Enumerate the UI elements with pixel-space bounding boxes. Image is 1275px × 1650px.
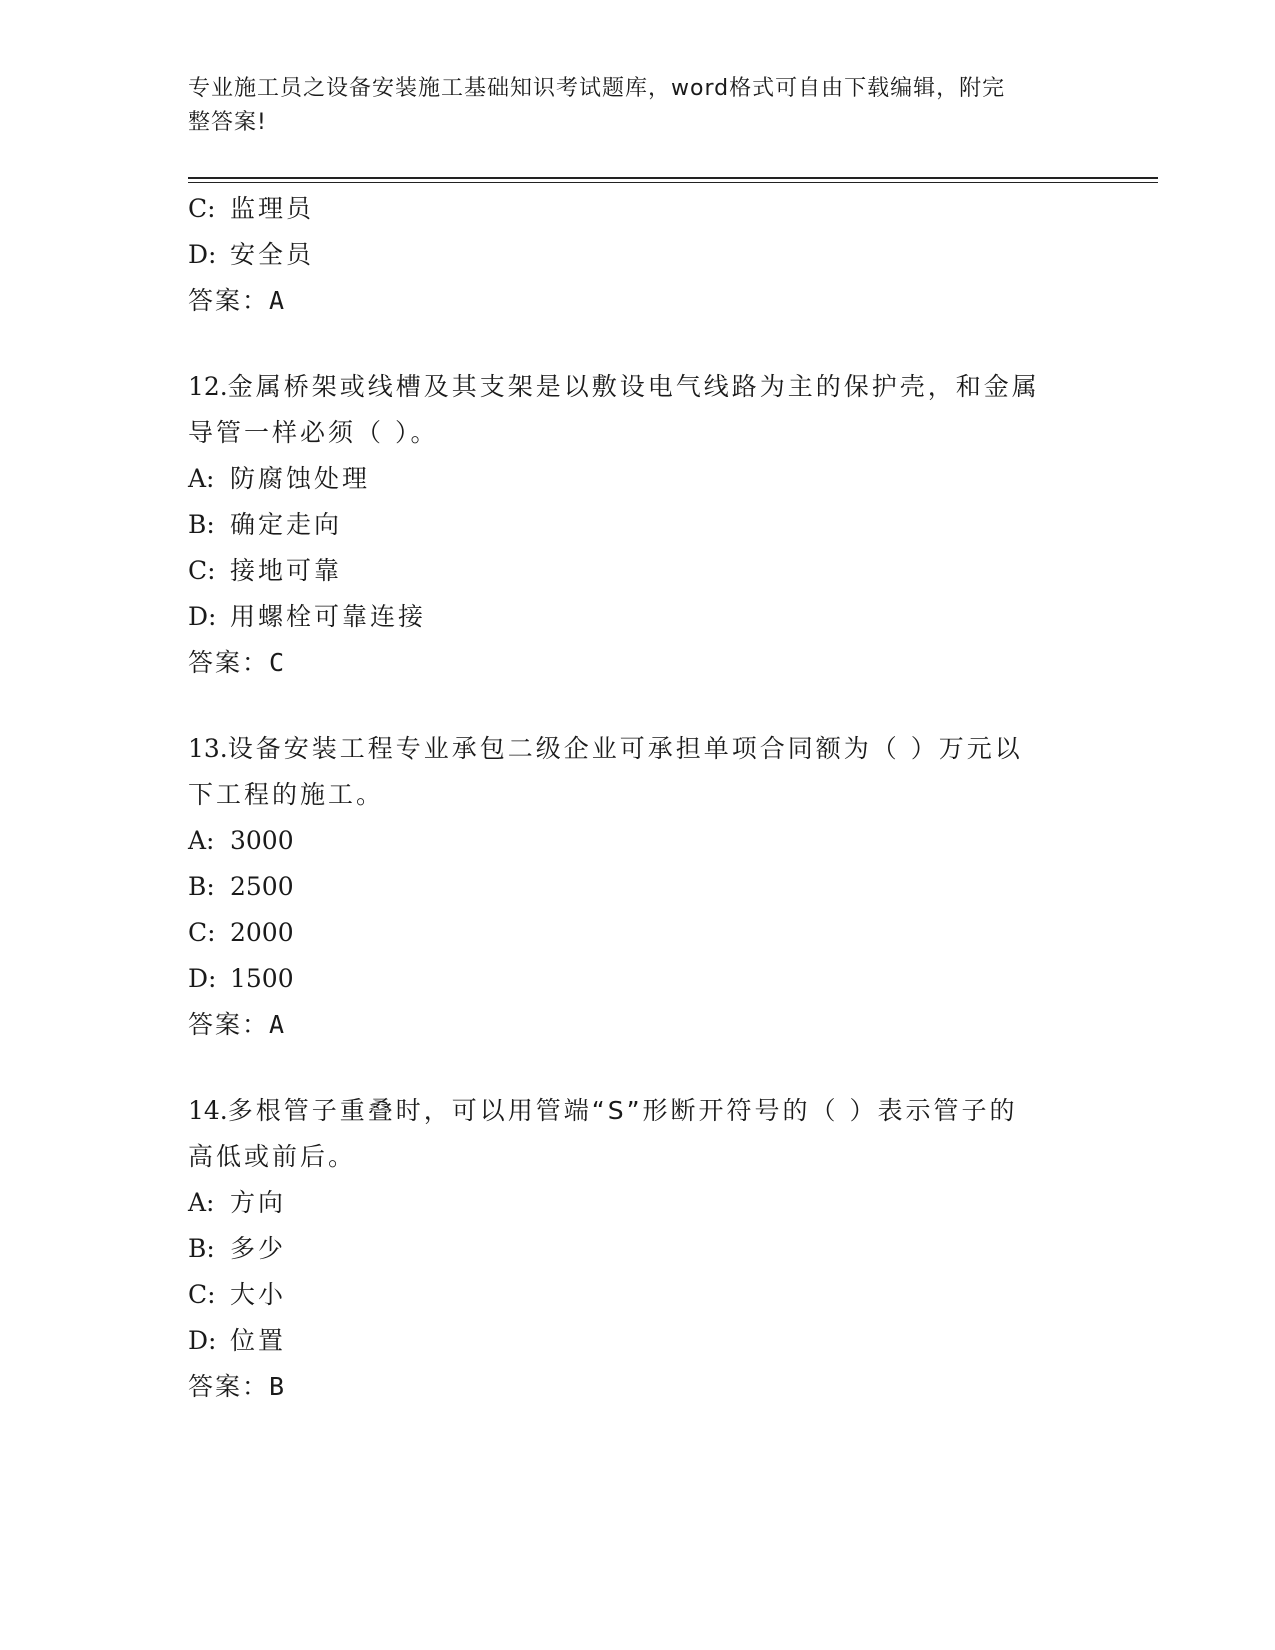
question-line-1: 多根管子重叠时，可以用管端“S”形断开符号的（ ）表示管子的 <box>227 1096 1018 1125</box>
option-label: A: <box>188 464 215 493</box>
option-row <box>188 956 1088 1002</box>
option-text: 防腐蚀处理 <box>230 464 371 493</box>
answer-row <box>188 1002 1088 1048</box>
document-body <box>188 186 1088 1410</box>
question-text <box>188 364 1088 456</box>
option-row <box>188 864 1088 910</box>
option-label: B: <box>188 1234 215 1263</box>
document-header <box>188 72 1068 140</box>
option-label: A: <box>188 1188 215 1217</box>
question-number: 13. <box>188 734 228 763</box>
question-line-1: 金属桥架或线槽及其支架是以敷设电气线路为主的保护壳，和金属 <box>227 372 1040 401</box>
option-text: 监理员 <box>230 194 315 223</box>
option-row <box>188 910 1088 956</box>
question-line-2: 下工程的施工。 <box>188 780 385 809</box>
option-text: 接地可靠 <box>230 556 343 585</box>
option-text: 方向 <box>230 1188 287 1217</box>
option-row <box>188 456 1088 502</box>
option-label: A: <box>188 826 215 855</box>
answer-row <box>188 278 1088 324</box>
option-row <box>188 818 1088 864</box>
answer-row <box>188 640 1088 686</box>
option-row <box>188 1272 1088 1318</box>
option-label: C: <box>188 556 216 585</box>
header-title-line-2: 整答案! <box>188 110 267 135</box>
question-line-1: 设备安装工程专业承包二级企业可承担单项合同额为（ ）万元以 <box>227 734 1023 763</box>
question-11-continuation <box>188 186 1088 324</box>
option-text: 位置 <box>230 1326 287 1355</box>
answer-label: 答案： <box>188 286 270 315</box>
option-row <box>188 232 1088 278</box>
option-label: C: <box>188 918 216 947</box>
option-text: 3000 <box>230 826 294 855</box>
answer-value: C <box>269 648 287 677</box>
option-text: 大小 <box>230 1280 287 1309</box>
question-line-2: 高低或前后。 <box>188 1142 357 1171</box>
option-label: C: <box>188 194 216 223</box>
option-text: 多少 <box>230 1234 287 1263</box>
header-title-line-1: 专业施工员之设备安装施工基础知识考试题库，word格式可自由下载编辑，附完 <box>188 76 1006 101</box>
header-divider-thick <box>188 177 1158 179</box>
question-text <box>188 1088 1088 1180</box>
question-number: 12. <box>188 372 228 401</box>
answer-label: 答案： <box>188 1372 270 1401</box>
answer-label: 答案： <box>188 1010 270 1039</box>
option-label: D: <box>188 964 217 993</box>
answer-value: A <box>269 286 287 315</box>
answer-value: B <box>269 1372 287 1401</box>
option-label: B: <box>188 510 215 539</box>
option-text: 2500 <box>230 872 294 901</box>
option-text: 1500 <box>230 964 294 993</box>
option-label: C: <box>188 1280 216 1309</box>
option-text: 用螺栓可靠连接 <box>230 602 427 631</box>
option-label: D: <box>188 602 217 631</box>
option-row <box>188 186 1088 232</box>
option-label: D: <box>188 1326 217 1355</box>
question-12 <box>188 364 1088 686</box>
option-row <box>188 1180 1088 1226</box>
answer-row <box>188 1364 1088 1410</box>
answer-value: A <box>269 1010 287 1039</box>
question-14 <box>188 1088 1088 1410</box>
option-label: D: <box>188 240 217 269</box>
option-row <box>188 1318 1088 1364</box>
question-text <box>188 726 1088 818</box>
question-number: 14. <box>188 1096 228 1125</box>
option-label: B: <box>188 872 215 901</box>
question-13 <box>188 726 1088 1048</box>
option-text: 确定走向 <box>230 510 343 539</box>
option-text: 2000 <box>230 918 294 947</box>
option-row <box>188 548 1088 594</box>
option-row <box>188 594 1088 640</box>
header-divider-thin <box>188 182 1158 183</box>
question-line-2: 导管一样必须（ ）。 <box>188 418 439 447</box>
answer-label: 答案： <box>188 648 270 677</box>
option-text: 安全员 <box>230 240 315 269</box>
option-row <box>188 502 1088 548</box>
option-row <box>188 1226 1088 1272</box>
